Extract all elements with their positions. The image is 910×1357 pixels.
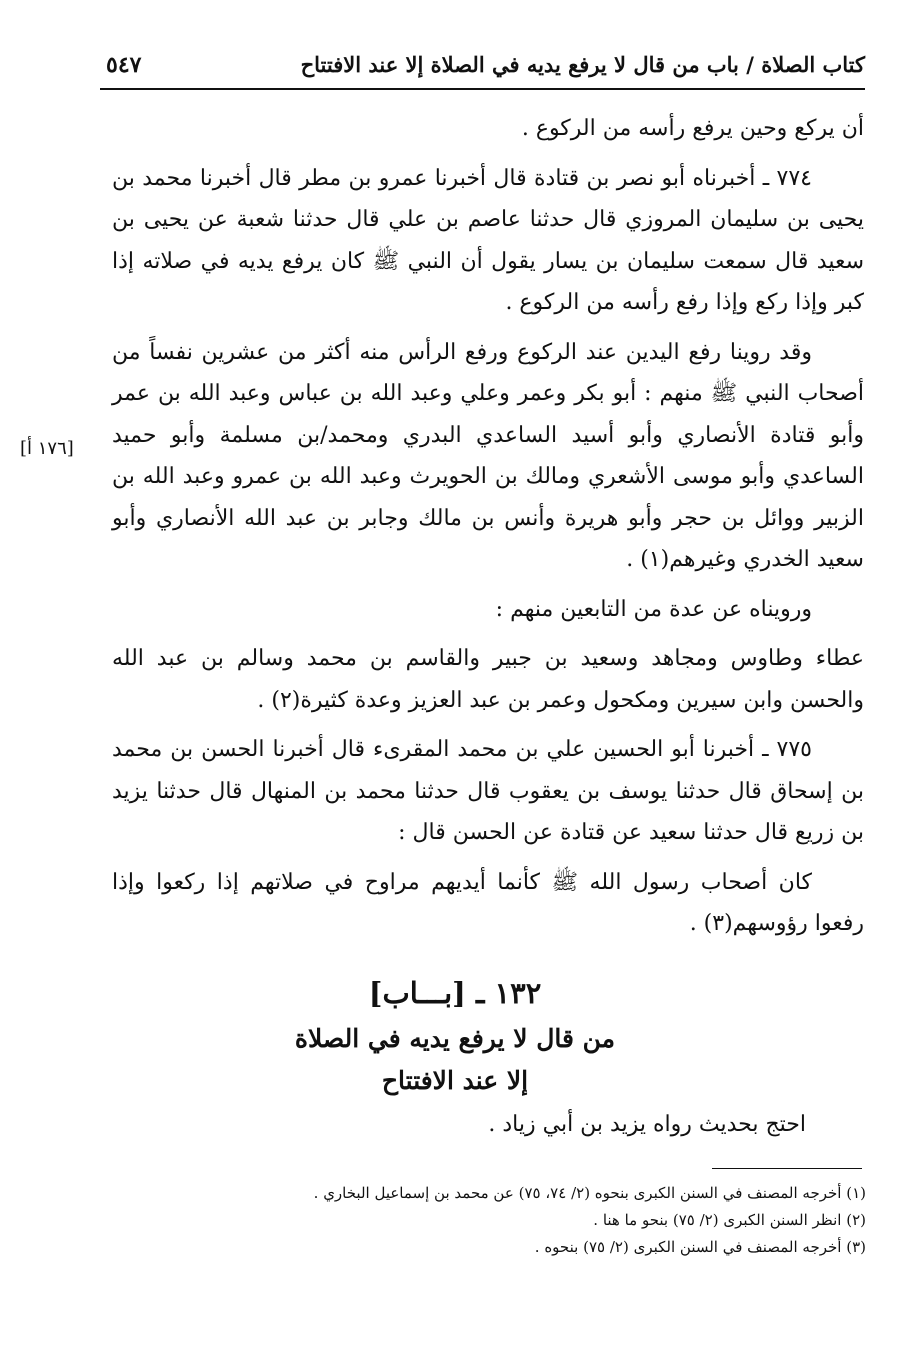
- chapter-number: ١٣٢ ـ [بـــاب]: [368, 976, 542, 1010]
- paragraph-quote: كان أصحاب رسول الله ﷺ كأنما أيديهم مراوح في صلاتهم إذا ركعوا وإذا رفعوا رؤوسهم(٣) .: [112, 869, 864, 936]
- chapter-title-line2: إلا عند الافتتاح: [381, 1066, 529, 1095]
- footnote-divider: [712, 1168, 862, 1169]
- hadith-774: ٧٧٤ ـ أخبرناه أبو نصر بن قتادة قال أخبرنا عمرو بن مطر قال أخبرنا محمد بن يحيى بن سليمان المروزي قال حدثنا عاصم بن علي قال حدثنا شعبة عن يحيى بن سعيد قال سمعت سليمان بن يسار يقول أن النبي ﷺ كان يرفع يديه في صلاته إذا كبر وإذا ركع وإذا رفع رأسه من الركوع .: [112, 165, 865, 315]
- running-header: [100, 48, 865, 90]
- page-number: ٥٤٧: [106, 52, 142, 78]
- hadith-775: ٧٧٥ ـ أخبرنا أبو الحسين علي بن محمد المقرىء قال أخبرنا الحسن بن محمد بن إسحاق قال حدثنا يوسف بن يعقوب قال حدثنا محمد بن المنهال قال حدثنا يزيد بن زريع قال حدثنا سعيد عن قتادة عن الحسن قال :: [112, 737, 864, 845]
- footnote-1: (١) أخرجه المصنف في السنن الكبرى بنحوه (٢/ ٧٤، ٧٥) عن محمد بن إسماعيل البخاري .: [313, 1184, 866, 1202]
- footnote-2: (٢) انظر السنن الكبرى (٢/ ٧٥) بنحو ما هنا .: [593, 1211, 866, 1229]
- chapter-title-line1: من قال لا يرفع يديه في الصلاة: [294, 1024, 616, 1053]
- footnote-3: (٣) أخرجه المصنف في السنن الكبرى (٢/ ٧٥) بنحوه .: [534, 1238, 866, 1256]
- paragraph-continuation: أن يركع وحين يرفع رأسه من الركوع .: [521, 116, 864, 141]
- manuscript-folio-marker: [١٧٦ أ]: [20, 438, 74, 459]
- paragraph-tabiun-list: عطاء وطاوس ومجاهد وسعيد بن جبير والقاسم بن محمد وسالم بن عبد الله والحسن وابن سيرين ومكحول وعمر بن عبد العزيز وعدة كثيرة(٢) .: [112, 646, 864, 713]
- chapter-note: احتج بحديث رواه يزيد بن أبي زياد .: [488, 1112, 806, 1137]
- main-text: [112, 108, 864, 945]
- running-title: كتاب الصلاة / باب من قال لا يرفع يديه في الصلاة إلا عند الافتتاح: [300, 52, 865, 77]
- paragraph-companions: وقد روينا رفع اليدين عند الركوع ورفع الرأس منه أكثر من عشرين نفساً من أصحاب النبي ﷺ منهم : أبو بكر وعمر وعلي وعبد الله بن عباس وعبد الله بن عمر وأبو قتادة الأنصاري وأبو أسيد الساعدي البدري ومحمد/بن مسلمة وأبو حميد الساعدي وأبو موسى الأشعري ومالك بن الحويرث وعبد الله بن عمرو وعبد الله بن الزبير ووائل بن حجر وأبو هريرة وأنس بن مالك وجابر بن عبد الله الأنصاري وأبو سعيد الخدري وغيرهم(١) .: [112, 339, 865, 572]
- paragraph-tabiun-intro: ورويناه عن عدة من التابعين منهم :: [495, 596, 812, 622]
- footnotes: [166, 1180, 866, 1261]
- chapter-heading: [150, 968, 760, 1102]
